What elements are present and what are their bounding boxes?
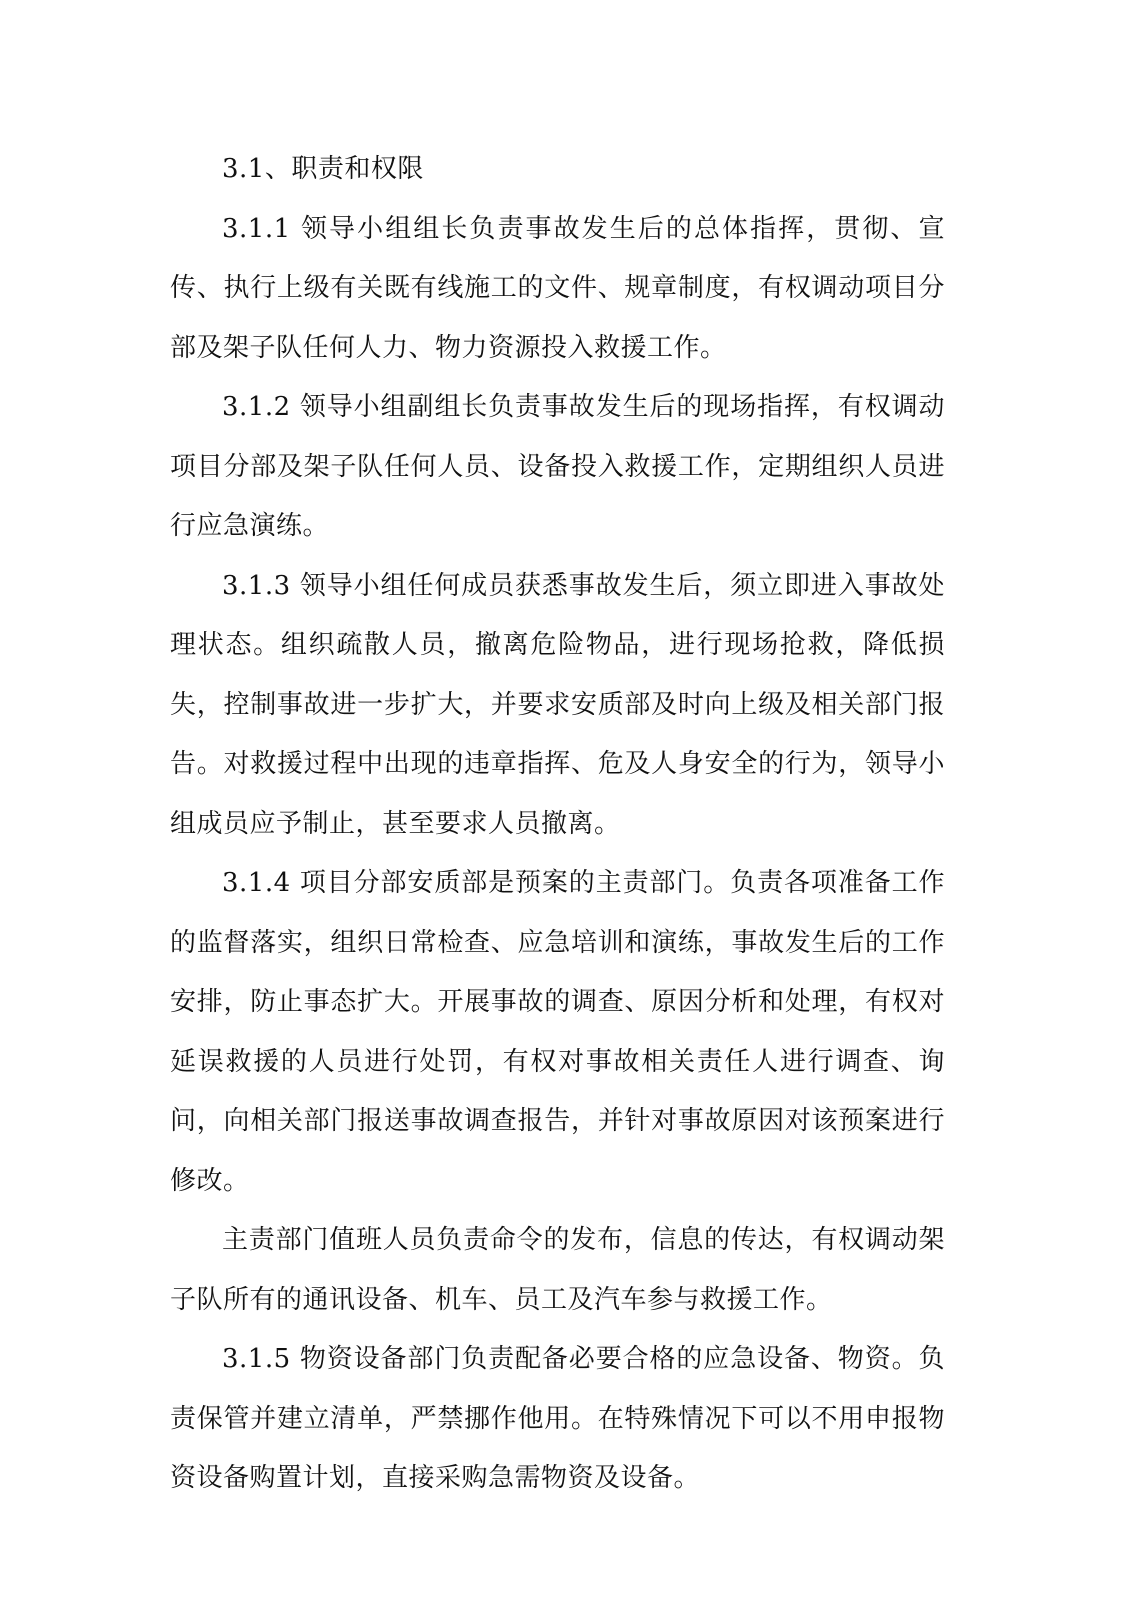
section-heading: 3.1、职责和权限: [222, 154, 424, 184]
paragraph-3-1-1: 3.1.1 领导小组组长负责事故发生后的总体指挥，贯彻、宣传、执行上级有关既有线施工的文件、规章制度，有权调动项目分部及架子队任何人力、物力资源投入救援工作。: [170, 213, 945, 363]
document-body: [170, 140, 945, 1509]
paragraph-3-1-2: 3.1.2 领导小组副组长负责事故发生后的现场指挥，有权调动项目分部及架子队任何人员、设备投入救援工作，定期组织人员进行应急演练。: [170, 392, 945, 541]
paragraph-3-1-4: 3.1.4 项目分部安质部是预案的主责部门。负责各项准备工作的监督落实，组织日常检查、应急培训和演练，事故发生后的工作安排，防止事态扩大。开展事故的调查、原因分析和处理，有权对延误救援的人员进行处罚，有权对事故相关责任人进行调查、询问，向相关部门报送事故调查报告，并针对事故原因对该预案进行修改。: [170, 868, 945, 1196]
paragraph-duty-staff: 主责部门值班人员负责命令的发布，信息的传达，有权调动架子队所有的通讯设备、机车、员工及汽车参与救援工作。: [170, 1225, 945, 1315]
paragraph-3-1-3: 3.1.3 领导小组任何成员获悉事故发生后，须立即进入事故处理状态。组织疏散人员，撤离危险物品，进行现场抢救，降低损失，控制事故进一步扩大，并要求安质部及时向上级及相关部门报告。对救援过程中出现的违章指挥、危及人身安全的行为，领导小组成员应予制止，甚至要求人员撤离。: [170, 570, 945, 839]
paragraph-3-1-5: 3.1.5 物资设备部门负责配备必要合格的应急设备、物资。负责保管并建立清单，严禁挪作他用。在特殊情况下可以不用申报物资设备购置计划，直接采购急需物资及设备。: [170, 1344, 945, 1493]
